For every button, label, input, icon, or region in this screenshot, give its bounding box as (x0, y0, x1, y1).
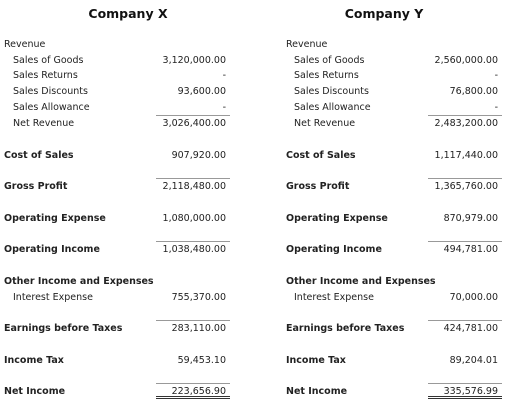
operating-income-value: 1,038,480.00 (162, 244, 226, 255)
ebt-value: 424,781.00 (443, 323, 498, 334)
cost-of-sales-value: 1,117,440.00 (434, 150, 498, 161)
subtotal-rule (156, 241, 230, 242)
interest-expense-label: Interest Expense (13, 292, 93, 303)
total-double-rule (428, 394, 502, 399)
total-double-rule (156, 394, 230, 399)
operating-expense-label: Operating Expense (286, 213, 388, 224)
income-tax-label: Income Tax (4, 355, 64, 366)
revenue-label: Revenue (4, 39, 46, 50)
sales-returns-label: Sales Returns (294, 70, 359, 81)
net-revenue-label: Net Revenue (13, 118, 75, 129)
subtotal-rule (156, 383, 230, 384)
ebt-label: Earnings before Taxes (286, 323, 405, 334)
other-income-label: Other Income and Expenses (286, 276, 436, 287)
net-income-value: 223,656.90 (171, 386, 226, 397)
subtotal-rule (156, 320, 230, 321)
income-tax-value: 89,204.01 (449, 355, 498, 366)
interest-expense-value: 70,000.00 (449, 292, 498, 303)
sales-returns-label: Sales Returns (13, 70, 78, 81)
sales-allowance-label: Sales Allowance (294, 102, 371, 113)
sales-returns-value: - (494, 70, 498, 81)
sales-of-goods-value: 3,120,000.00 (162, 55, 226, 66)
cost-of-sales-label: Cost of Sales (4, 150, 74, 161)
cost-of-sales-label: Cost of Sales (286, 150, 356, 161)
interest-expense-label: Interest Expense (294, 292, 374, 303)
revenue-label: Revenue (286, 39, 328, 50)
subtotal-rule (428, 320, 502, 321)
sales-of-goods-label: Sales of Goods (294, 55, 365, 66)
interest-expense-value: 755,370.00 (171, 292, 226, 303)
net-revenue-label: Net Revenue (294, 118, 356, 129)
operating-expense-value: 1,080,000.00 (162, 213, 226, 224)
sales-of-goods-value: 2,560,000.00 (434, 55, 498, 66)
income-tax-value: 59,453.10 (177, 355, 226, 366)
gross-profit-value: 2,118,480.00 (162, 181, 226, 192)
subtotal-rule (428, 383, 502, 384)
other-income-label: Other Income and Expenses (4, 276, 154, 287)
company-y-statement (256, 0, 512, 400)
operating-expense-value: 870,979.00 (443, 213, 498, 224)
sales-allowance-value: - (494, 102, 498, 113)
net-income-label: Net Income (286, 386, 348, 397)
gross-profit-value: 1,365,760.00 (434, 181, 498, 192)
subtotal-rule (156, 178, 230, 179)
subtotal-rule (428, 178, 502, 179)
operating-income-value: 494,781.00 (443, 244, 498, 255)
sales-discounts-label: Sales Discounts (13, 86, 88, 97)
ebt-label: Earnings before Taxes (4, 323, 123, 334)
net-revenue-value: 3,026,400.00 (162, 118, 226, 129)
subtotal-rule (428, 241, 502, 242)
sales-discounts-value: 93,600.00 (177, 86, 226, 97)
company-title: Company Y (344, 6, 424, 21)
operating-income-label: Operating Income (286, 244, 382, 255)
gross-profit-label: Gross Profit (4, 181, 68, 192)
operating-income-label: Operating Income (4, 244, 100, 255)
sales-allowance-value: - (222, 102, 226, 113)
subtotal-rule (428, 115, 502, 116)
net-income-value: 335,576.99 (443, 386, 498, 397)
cost-of-sales-value: 907,920.00 (171, 150, 226, 161)
sales-discounts-value: 76,800.00 (449, 86, 498, 97)
net-income-label: Net Income (4, 386, 66, 397)
sales-discounts-label: Sales Discounts (294, 86, 369, 97)
gross-profit-label: Gross Profit (286, 181, 350, 192)
sales-of-goods-label: Sales of Goods (13, 55, 84, 66)
net-revenue-value: 2,483,200.00 (434, 118, 498, 129)
sales-allowance-label: Sales Allowance (13, 102, 90, 113)
subtotal-rule (156, 115, 230, 116)
company-title: Company X (88, 6, 168, 21)
income-tax-label: Income Tax (286, 355, 346, 366)
operating-expense-label: Operating Expense (4, 213, 106, 224)
ebt-value: 283,110.00 (171, 323, 226, 334)
sales-returns-value: - (222, 70, 226, 81)
